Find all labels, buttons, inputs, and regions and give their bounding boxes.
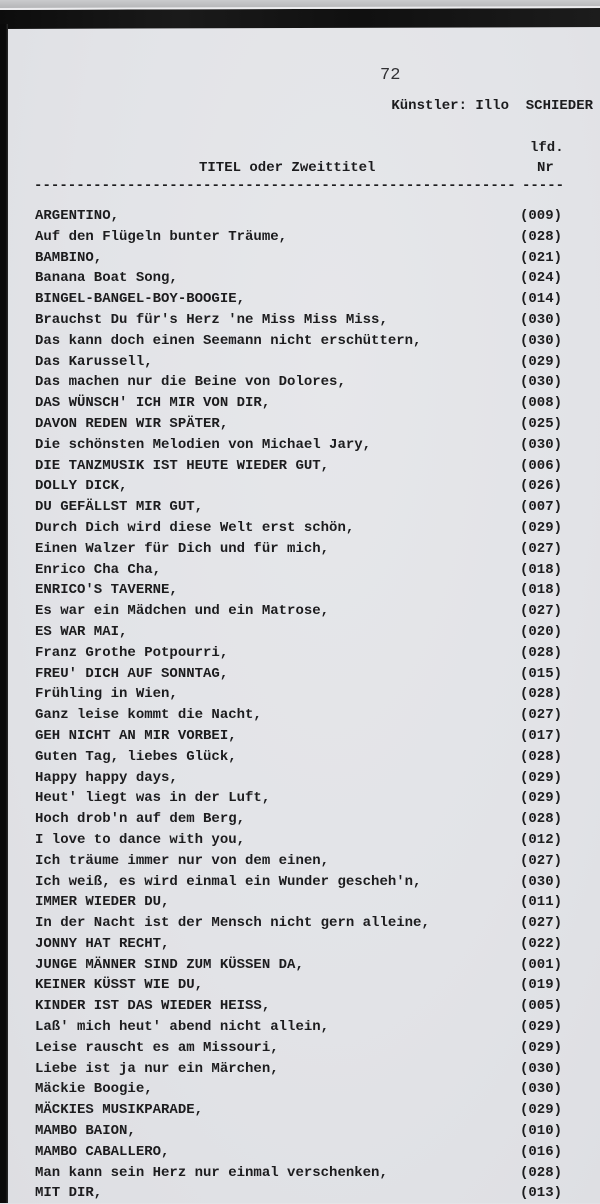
song-title: Liebe ist ja nur ein Märchen, [35,1060,279,1077]
song-number: (030) [520,332,563,349]
song-row [0,331,600,352]
song-row [0,892,600,913]
song-title: FREU' DICH AUF SONNTAG, [35,665,229,682]
song-row [0,851,600,872]
song-rows [0,206,600,1204]
song-title: Die schönsten Melodien von Michael Jary, [35,436,372,453]
artist-line: Künstler: Illo SCHIEDER [391,98,593,114]
song-number: (027) [520,707,563,724]
song-title: I love to dance with you, [35,831,246,848]
song-title: Frühling in Wien, [35,686,178,703]
song-row [0,601,600,622]
song-row [0,289,600,310]
song-number: (029) [520,353,563,370]
song-title: Franz Grothe Potpourri, [35,644,229,661]
song-title: Leise rauscht es am Missouri, [35,1039,279,1056]
song-row [0,809,600,830]
song-number: (009) [520,208,563,224]
song-row [0,393,600,414]
song-title: Auf den Flügeln bunter Träume, [35,228,288,245]
song-row [0,996,600,1017]
song-number: (026) [520,478,563,495]
song-row [0,913,600,934]
song-number: (011) [520,894,563,911]
song-row [0,310,600,331]
song-title: ES WAR MAI, [35,623,128,640]
song-number: (027) [520,915,563,932]
song-title: ARGENTINO, [35,208,120,224]
song-row [0,643,600,664]
song-number: (030) [520,436,563,453]
song-number: (029) [520,769,563,786]
song-title: Ganz leise kommt die Nacht, [35,707,262,724]
song-title: Happy happy days, [35,769,178,786]
song-number: (019) [520,977,563,994]
song-number: (028) [520,686,563,703]
song-row [0,872,600,893]
song-title: MAMBO CABALLERO, [35,1143,170,1160]
song-number: (030) [520,311,563,328]
song-title: Ich weiß, es wird einmal ein Wunder gescheh'n, [35,873,422,890]
song-row [0,1142,600,1163]
separator-dashes-short: ----- [522,178,565,194]
song-number: (016) [520,1143,563,1160]
song-row [0,476,600,497]
song-number: (029) [520,1102,563,1119]
song-title: MAMBO BAION, [35,1123,136,1140]
song-title: Man kann sein Herz nur einmal verschenken, [35,1164,388,1181]
song-number: (013) [520,1185,563,1202]
song-title: Es war ein Mädchen und ein Matrose, [35,603,330,620]
song-title: Das kann doch einen Seemann nicht erschüttern, [35,332,422,349]
song-number: (001) [520,956,563,973]
song-number: (029) [520,519,563,536]
song-title: Hoch drob'n auf dem Berg, [35,811,246,828]
song-title: Laß' mich heut' abend nicht allein, [35,1019,330,1036]
scan-edge-top-bar [0,6,600,29]
song-row [0,1079,600,1100]
song-row [0,664,600,685]
song-row [0,206,600,227]
song-title: JONNY HAT RECHT, [35,935,170,952]
song-number: (030) [520,374,563,391]
song-title: BAMBINO, [35,249,103,266]
song-title: ENRICO'S TAVERNE, [35,582,178,599]
song-number: (030) [520,873,563,890]
song-title: Ich träume immer nur von dem einen, [35,852,330,869]
song-number: (029) [520,790,563,807]
song-number: (018) [520,582,563,599]
song-row [0,580,600,601]
song-row [0,539,600,560]
song-title: In der Nacht ist der Mensch nicht gern alleine, [35,915,430,932]
separator-dashes-long: --------------------------------------------------------- [34,178,516,194]
song-title: Das Karussell, [35,353,153,370]
column-header-lfd: lfd. [530,140,564,156]
song-row [0,747,600,768]
song-number: (027) [520,852,563,869]
song-title: Enrico Cha Cha, [35,561,162,578]
song-row [0,975,600,996]
song-title: MIT DIR, [35,1185,103,1202]
song-row [0,227,600,248]
column-header-nr: Nr [537,160,554,176]
song-row [0,622,600,643]
song-title: DOLLY DICK, [35,478,128,495]
song-row [0,788,600,809]
song-title: Durch Dich wird diese Welt erst schön, [35,519,355,536]
song-row [0,726,600,747]
song-number: (030) [520,1060,563,1077]
song-number: (017) [520,727,563,744]
song-title: Guten Tag, liebes Glück, [35,748,237,765]
song-row [0,768,600,789]
song-number: (028) [520,811,563,828]
song-row [0,414,600,435]
song-row [0,560,600,581]
song-number: (027) [520,603,563,620]
song-title: KINDER IST DAS WIEDER HEISS, [35,998,271,1015]
song-row [0,830,600,851]
song-title: BINGEL-BANGEL-BOY-BOOGIE, [35,291,246,308]
song-row [0,684,600,705]
song-number: (028) [520,748,563,765]
song-number: (028) [520,228,563,245]
song-title: Einen Walzer für Dich und für mich, [35,540,330,557]
song-number: (029) [520,1039,563,1056]
column-header-titel: TITEL oder Zweittitel [199,160,376,176]
song-number: (010) [520,1123,563,1140]
song-title: IMMER WIEDER DU, [35,894,170,911]
song-number: (006) [520,457,563,474]
song-row [0,1100,600,1121]
song-number: (007) [520,499,563,516]
song-number: (014) [520,291,563,308]
song-row [0,1038,600,1059]
song-title: MÄCKIES MUSIKPARADE, [35,1102,204,1119]
song-title: GEH NICHT AN MIR VORBEI, [35,727,237,744]
song-row [0,955,600,976]
song-row [0,497,600,518]
song-number: (022) [520,935,563,952]
song-row [0,1121,600,1142]
song-number: (029) [520,1019,563,1036]
song-number: (027) [520,540,563,557]
song-row [0,1017,600,1038]
song-row [0,248,600,269]
song-number: (021) [520,249,563,266]
song-title: JUNGE MÄNNER SIND ZUM KÜSSEN DA, [35,956,304,973]
song-number: (005) [520,998,563,1015]
song-row [0,456,600,477]
song-row [0,435,600,456]
song-number: (018) [520,561,563,578]
song-row [0,352,600,373]
song-title: DU GEFÄLLST MIR GUT, [35,499,204,516]
song-row [0,268,600,289]
song-title: Mäckie Boogie, [35,1081,153,1098]
song-title: Brauchst Du für's Herz 'ne Miss Miss Miss, [35,311,388,328]
song-number: (020) [520,623,563,640]
song-row [0,705,600,726]
song-number: (028) [520,1164,563,1181]
song-title: Banana Boat Song, [35,270,178,287]
song-row [0,518,600,539]
song-number: (025) [520,415,563,432]
song-number: (028) [520,644,563,661]
song-title: DAVON REDEN WIR SPÄTER, [35,415,229,432]
song-number: (024) [520,270,563,287]
song-title: Heut' liegt was in der Luft, [35,790,271,807]
song-row [0,934,600,955]
song-row [0,1059,600,1080]
page-number: 72 [380,66,401,85]
song-title: KEINER KÜSST WIE DU, [35,977,204,994]
song-row [0,1183,600,1204]
song-title: Das machen nur die Beine von Dolores, [35,374,346,391]
song-title: DIE TANZMUSIK IST HEUTE WIEDER GUT, [35,457,330,474]
song-number: (015) [520,665,563,682]
song-number: (030) [520,1081,563,1098]
song-row [0,1163,600,1184]
song-number: (012) [520,831,563,848]
song-number: (008) [520,395,563,412]
song-row [0,372,600,393]
song-title: DAS WÜNSCH' ICH MIR VON DIR, [35,395,271,412]
